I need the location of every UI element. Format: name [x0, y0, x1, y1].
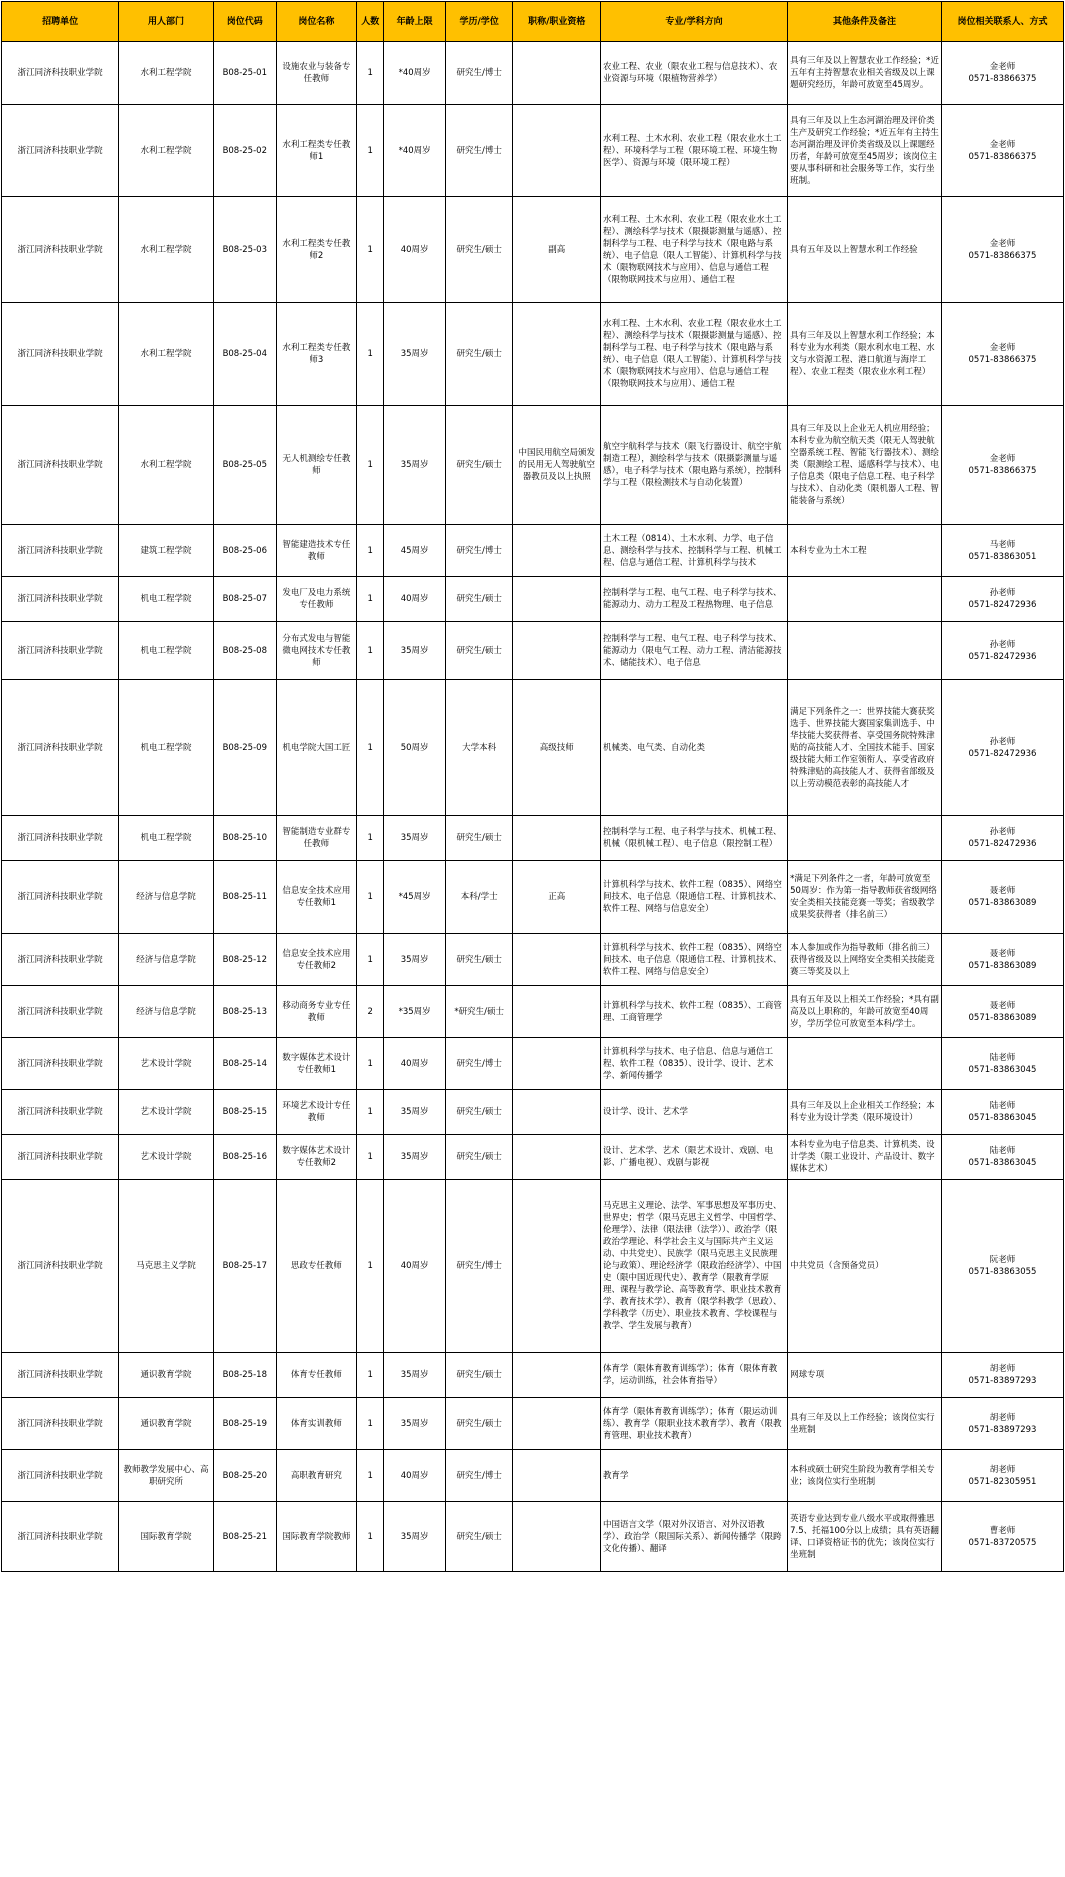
header-department: 用人部门 [119, 2, 214, 42]
cell-age: 40周岁 [384, 1450, 446, 1502]
table-row [2, 1090, 1064, 1135]
table-row [2, 42, 1064, 105]
cell-count: 1 [357, 861, 384, 934]
cell-code: B08-25-18 [213, 1353, 276, 1398]
cell-code: B08-25-05 [213, 406, 276, 525]
cell-degree: 研究生/博士 [445, 42, 512, 105]
cell-unit: 浙江同济科技职业学院 [2, 986, 119, 1038]
cell-code: B08-25-15 [213, 1090, 276, 1135]
cell-title [513, 1090, 601, 1135]
cell-code: B08-25-01 [213, 42, 276, 105]
cell-title [513, 105, 601, 197]
cell-count: 1 [357, 1398, 384, 1450]
cell-unit: 浙江同济科技职业学院 [2, 816, 119, 861]
cell-department: 机电工程学院 [119, 680, 214, 816]
cell-age: 35周岁 [384, 816, 446, 861]
cell-department: 水利工程学院 [119, 303, 214, 406]
cell-unit: 浙江同济科技职业学院 [2, 577, 119, 622]
cell-major: 计算机科学与技术、软件工程（0835）、工商管理、工商管理学 [601, 986, 788, 1038]
header-major: 专业/学科方向 [601, 2, 788, 42]
cell-degree: 研究生/硕士 [445, 934, 512, 986]
cell-department: 经济与信息学院 [119, 934, 214, 986]
cell-department: 水利工程学院 [119, 197, 214, 303]
cell-notes: 具有三年及以上企业无人机应用经验；本科专业为航空航天类（限无人驾驶航空器系统工程、智能飞行器技术）、测绘类（限测绘工程、遥感科学与技术）、电子信息类（限电子信息工程、电子科学与技术）、自动化类（限机器人工程、智能装备与系统） [788, 406, 942, 525]
cell-degree: 研究生/硕士 [445, 622, 512, 680]
cell-contact: 金老师 0571-83866375 [941, 303, 1063, 406]
cell-title [513, 622, 601, 680]
cell-major: 水利工程、土木水利、农业工程（限农业水土工程）、测绘科学与技术（限摄影测量与遥感）、控制科学与工程、电子科学与技术（限电路与系统）、电子信息（限人工智能）、计算机科学与技术（限物联网技术与应用）、信息与通信工程（限物联网技术与应用）、通信工程 [601, 197, 788, 303]
cell-major: 控制科学与工程、电子科学与技术、机械工程、机械（限机械工程）、电子信息（限控制工程） [601, 816, 788, 861]
table-row [2, 303, 1064, 406]
cell-degree: 研究生/硕士 [445, 577, 512, 622]
cell-count: 1 [357, 1180, 384, 1353]
cell-title [513, 1038, 601, 1090]
cell-contact: 孙老师 0571-82472936 [941, 577, 1063, 622]
cell-degree: *研究生/硕士 [445, 986, 512, 1038]
cell-unit: 浙江同济科技职业学院 [2, 525, 119, 577]
cell-position: 水利工程类专任教师2 [276, 197, 357, 303]
cell-unit: 浙江同济科技职业学院 [2, 1090, 119, 1135]
cell-department: 水利工程学院 [119, 42, 214, 105]
cell-age: 35周岁 [384, 1353, 446, 1398]
cell-degree: 研究生/博士 [445, 1450, 512, 1502]
header-degree: 学历/学位 [445, 2, 512, 42]
cell-contact: 孙老师 0571-82472936 [941, 680, 1063, 816]
cell-count: 1 [357, 105, 384, 197]
cell-count: 1 [357, 816, 384, 861]
cell-department: 艺术设计学院 [119, 1135, 214, 1180]
cell-department: 水利工程学院 [119, 105, 214, 197]
cell-department: 机电工程学院 [119, 577, 214, 622]
cell-department: 马克思主义学院 [119, 1180, 214, 1353]
cell-department: 经济与信息学院 [119, 986, 214, 1038]
table-row [2, 986, 1064, 1038]
cell-age: 40周岁 [384, 197, 446, 303]
cell-position: 数字媒体艺术设计专任教师2 [276, 1135, 357, 1180]
cell-age: *45周岁 [384, 861, 446, 934]
cell-age: 40周岁 [384, 577, 446, 622]
cell-degree: 大学本科 [445, 680, 512, 816]
cell-department: 国际教育学院 [119, 1502, 214, 1572]
cell-position: 国际教育学院教师 [276, 1502, 357, 1572]
cell-position: 水利工程类专任教师1 [276, 105, 357, 197]
cell-contact: 陆老师 0571-83863045 [941, 1135, 1063, 1180]
cell-notes: *满足下列条件之一者，年龄可放宽至50周岁：作为第一指导教师获省级网络安全类相关技能竞赛一等奖；省级教学成果奖获得者（排名前三） [788, 861, 942, 934]
table-row [2, 525, 1064, 577]
cell-position: 移动商务专业专任教师 [276, 986, 357, 1038]
header-code: 岗位代码 [213, 2, 276, 42]
cell-age: 50周岁 [384, 680, 446, 816]
cell-position: 分布式发电与智能微电网技术专任教师 [276, 622, 357, 680]
cell-degree: 研究生/硕士 [445, 1135, 512, 1180]
cell-degree: 研究生/硕士 [445, 1090, 512, 1135]
cell-count: 1 [357, 1450, 384, 1502]
cell-count: 1 [357, 42, 384, 105]
cell-degree: 研究生/硕士 [445, 1502, 512, 1572]
cell-position: 数字媒体艺术设计专任教师1 [276, 1038, 357, 1090]
cell-degree: 研究生/硕士 [445, 1398, 512, 1450]
cell-department: 建筑工程学院 [119, 525, 214, 577]
cell-department: 通识教育学院 [119, 1353, 214, 1398]
cell-age: *40周岁 [384, 105, 446, 197]
cell-title [513, 303, 601, 406]
table-row [2, 197, 1064, 303]
table-row [2, 1180, 1064, 1353]
cell-major: 教育学 [601, 1450, 788, 1502]
cell-contact: 金老师 0571-83866375 [941, 105, 1063, 197]
cell-count: 1 [357, 1090, 384, 1135]
cell-title: 高级技师 [513, 680, 601, 816]
cell-department: 教师教学发展中心、高职研究所 [119, 1450, 214, 1502]
cell-department: 艺术设计学院 [119, 1038, 214, 1090]
cell-notes: 具有五年及以上相关工作经验；*具有副高及以上职称的，年龄可放宽至40周岁，学历学位可放宽至本科/学士。 [788, 986, 942, 1038]
cell-position: 环境艺术设计专任教师 [276, 1090, 357, 1135]
cell-position: 高职教育研究 [276, 1450, 357, 1502]
cell-major: 机械类、电气类、自动化类 [601, 680, 788, 816]
cell-position: 体育实训教师 [276, 1398, 357, 1450]
cell-department: 水利工程学院 [119, 406, 214, 525]
cell-position: 体育专任教师 [276, 1353, 357, 1398]
cell-notes: 本科专业为土木工程 [788, 525, 942, 577]
cell-contact: 胡老师 0571-83897293 [941, 1353, 1063, 1398]
cell-title [513, 1135, 601, 1180]
cell-title: 副高 [513, 197, 601, 303]
cell-position: 无人机测绘专任教师 [276, 406, 357, 525]
cell-major: 航空宇航科学与技术（限飞行器设计、航空宇航制造工程），测绘科学与技术（限摄影测量与遥感），电子科学与技术（限电路与系统），控制科学与工程（限检测技术与自动化装置） [601, 406, 788, 525]
cell-notes: 具有三年及以上智慧水利工作经验；本科专业为水利类（限水利水电工程、水文与水资源工程、港口航道与海岸工程）、农业工程类（限农业水利工程） [788, 303, 942, 406]
table-row [2, 406, 1064, 525]
cell-degree: 研究生/博士 [445, 525, 512, 577]
cell-code: B08-25-10 [213, 816, 276, 861]
cell-unit: 浙江同济科技职业学院 [2, 105, 119, 197]
cell-title [513, 42, 601, 105]
cell-notes: 中共党员（含预备党员） [788, 1180, 942, 1353]
cell-position: 发电厂及电力系统专任教师 [276, 577, 357, 622]
cell-title [513, 1398, 601, 1450]
cell-major: 体育学（限体育教育训练学）；体育（限体育教学，运动训练，社会体育指导） [601, 1353, 788, 1398]
header-unit: 招聘单位 [2, 2, 119, 42]
cell-position: 思政专任教师 [276, 1180, 357, 1353]
cell-major: 计算机科学与技术、电子信息、信息与通信工程、软件工程（0835）、设计学、设计、艺术学、新闻传播学 [601, 1038, 788, 1090]
table-row [2, 861, 1064, 934]
cell-unit: 浙江同济科技职业学院 [2, 680, 119, 816]
cell-age: 35周岁 [384, 934, 446, 986]
cell-count: 1 [357, 934, 384, 986]
cell-contact: 陆老师 0571-83863045 [941, 1038, 1063, 1090]
table-header-row [2, 2, 1064, 42]
table-row [2, 1450, 1064, 1502]
header-notes: 其他条件及备注 [788, 2, 942, 42]
header-count: 人数 [357, 2, 384, 42]
cell-major: 控制科学与工程、电气工程、电子科学与技术、能源动力（限电气工程、动力工程、清洁能源技术、储能技术）、电子信息 [601, 622, 788, 680]
cell-notes: 满足下列条件之一：世界技能大赛获奖选手、世界技能大赛国家集训选手、中华技能大奖获得者、享受国务院特殊津贴的高技能人才、全国技术能手、国家级技能大师工作室领衔人、享受省政府特殊津贴的高技能人才、获得省部级及以上劳动模范表彰的高技能人才 [788, 680, 942, 816]
cell-position: 设施农业与装备专任教师 [276, 42, 357, 105]
cell-notes: 具有五年及以上智慧水利工作经验 [788, 197, 942, 303]
cell-degree: 研究生/硕士 [445, 197, 512, 303]
cell-notes: 具有三年及以上企业相关工作经验；本科专业为设计学类（限环境设计） [788, 1090, 942, 1135]
cell-position: 信息安全技术应用专任教师2 [276, 934, 357, 986]
cell-code: B08-25-09 [213, 680, 276, 816]
cell-position: 信息安全技术应用专任教师1 [276, 861, 357, 934]
cell-code: B08-25-20 [213, 1450, 276, 1502]
cell-count: 1 [357, 622, 384, 680]
cell-code: B08-25-14 [213, 1038, 276, 1090]
table-row [2, 622, 1064, 680]
cell-notes: 具有三年及以上工作经验；该岗位实行坐班制 [788, 1398, 942, 1450]
cell-code: B08-25-02 [213, 105, 276, 197]
cell-code: B08-25-03 [213, 197, 276, 303]
cell-age: 35周岁 [384, 622, 446, 680]
cell-age: 40周岁 [384, 1180, 446, 1353]
cell-department: 通识教育学院 [119, 1398, 214, 1450]
cell-age: 35周岁 [384, 1502, 446, 1572]
cell-notes: 本科或硕士研究生阶段为教育学相关专业；该岗位实行坐班制 [788, 1450, 942, 1502]
cell-major: 体育学（限体育教育训练学）；体育（限运动训练）、教育学（限职业技术教育学）、教育（限教育管理、职业技术教育） [601, 1398, 788, 1450]
cell-title [513, 816, 601, 861]
cell-unit: 浙江同济科技职业学院 [2, 1180, 119, 1353]
table-row [2, 1502, 1064, 1572]
cell-code: B08-25-07 [213, 577, 276, 622]
cell-code: B08-25-04 [213, 303, 276, 406]
cell-code: B08-25-16 [213, 1135, 276, 1180]
cell-code: B08-25-06 [213, 525, 276, 577]
cell-count: 1 [357, 1353, 384, 1398]
cell-code: B08-25-17 [213, 1180, 276, 1353]
cell-contact: 马老师 0571-83863051 [941, 525, 1063, 577]
cell-degree: 研究生/博士 [445, 1180, 512, 1353]
cell-unit: 浙江同济科技职业学院 [2, 861, 119, 934]
table-row [2, 577, 1064, 622]
cell-contact: 曹老师 0571-83720575 [941, 1502, 1063, 1572]
cell-contact: 聂老师 0571-83863089 [941, 861, 1063, 934]
cell-major: 计算机科学与技术、软件工程（0835）、网络空间技术、电子信息（限通信工程、计算机技术、软件工程、网络与信息安全） [601, 934, 788, 986]
table-row [2, 1135, 1064, 1180]
cell-count: 2 [357, 986, 384, 1038]
cell-contact: 金老师 0571-83866375 [941, 406, 1063, 525]
cell-code: B08-25-21 [213, 1502, 276, 1572]
cell-count: 1 [357, 406, 384, 525]
cell-title [513, 1502, 601, 1572]
cell-code: B08-25-13 [213, 986, 276, 1038]
cell-contact: 金老师 0571-83866375 [941, 197, 1063, 303]
cell-age: 35周岁 [384, 1090, 446, 1135]
cell-count: 1 [357, 577, 384, 622]
header-contact: 岗位相关联系人、方式 [941, 2, 1063, 42]
cell-code: B08-25-11 [213, 861, 276, 934]
cell-contact: 聂老师 0571-83863089 [941, 986, 1063, 1038]
cell-contact: 胡老师 0571-82305951 [941, 1450, 1063, 1502]
cell-degree: 研究生/硕士 [445, 816, 512, 861]
table-row [2, 816, 1064, 861]
cell-code: B08-25-12 [213, 934, 276, 986]
cell-count: 1 [357, 1038, 384, 1090]
cell-code: B08-25-08 [213, 622, 276, 680]
cell-major: 水利工程、土木水利、农业工程（限农业水土工程）、测绘科学与技术（限摄影测量与遥感）、控制科学与工程、电子科学与技术（限电路与系统）、电子信息（限人工智能）、计算机科学与技术（限物联网技术与应用）、信息与通信工程（限物联网技术与应用）、通信工程 [601, 303, 788, 406]
cell-unit: 浙江同济科技职业学院 [2, 1502, 119, 1572]
cell-unit: 浙江同济科技职业学院 [2, 1353, 119, 1398]
cell-title [513, 986, 601, 1038]
cell-count: 1 [357, 1135, 384, 1180]
cell-age: 40周岁 [384, 1038, 446, 1090]
cell-notes: 具有三年及以上生态河湖治理及评价类生产及研究工作经验；*近五年有主持生态河湖治理及评价类省级及以上课题经历者，年龄可放宽至45周岁；该岗位主要从事科研和社会服务等工作，实行坐班制。 [788, 105, 942, 197]
cell-major: 中国语言文学（限对外汉语言、对外汉语教学）、政治学（限国际关系）、新闻传播学（限跨文化传播）、翻译 [601, 1502, 788, 1572]
cell-major: 计算机科学与技术、软件工程（0835）、网络空间技术、电子信息（限通信工程、计算机技术、软件工程、网络与信息安全） [601, 861, 788, 934]
cell-count: 1 [357, 1502, 384, 1572]
cell-notes: 本人参加或作为指导教师（排名前三）获得省级及以上网络安全类相关技能竞赛三等奖及以上 [788, 934, 942, 986]
cell-major: 设计学、设计、艺术学 [601, 1090, 788, 1135]
cell-notes: 网球专项 [788, 1353, 942, 1398]
cell-unit: 浙江同济科技职业学院 [2, 406, 119, 525]
cell-major: 马克思主义理论、法学、军事思想及军事历史、世界史；哲学（限马克思主义哲学、中国哲学、伦理学）、法律（限法律（法学））、政治学（限政治学理论、科学社会主义与国际共产主义运动、中共党史）、民族学（限马克思主义民族理论与政策）、理论经济学（限政治经济学）、中国史（限中国近现代史）、教育学（限教育学原理、课程与教学论、高等教育学、职业技术教育学、教育技术学）、教育（限学科教学（思政）、学科教学（历史）、职业技术教育、学校课程与教学、学生发展与教育） [601, 1180, 788, 1353]
cell-title: 正高 [513, 861, 601, 934]
cell-title [513, 1180, 601, 1353]
cell-degree: 研究生/博士 [445, 1038, 512, 1090]
cell-count: 1 [357, 197, 384, 303]
cell-major: 土木工程（0814）、土木水利、力学、电子信息、测绘科学与技术、控制科学与工程、机械工程、信息与通信工程、计算机科学与技术 [601, 525, 788, 577]
recruitment-table [1, 1, 1064, 1572]
cell-age: *35周岁 [384, 986, 446, 1038]
cell-unit: 浙江同济科技职业学院 [2, 197, 119, 303]
cell-degree: 本科/学士 [445, 861, 512, 934]
table-row [2, 1038, 1064, 1090]
cell-position: 智能制造专业群专任教师 [276, 816, 357, 861]
cell-title [513, 934, 601, 986]
cell-major: 控制科学与工程、电气工程、电子科学与技术、能源动力、动力工程及工程热物理、电子信息 [601, 577, 788, 622]
cell-notes: 具有三年及以上智慧农业工作经验；*近五年有主持智慧农业相关省级及以上课题研究经历，年龄可放宽至45周岁。 [788, 42, 942, 105]
header-title: 职称/职业资格 [513, 2, 601, 42]
cell-unit: 浙江同济科技职业学院 [2, 1398, 119, 1450]
cell-contact: 陆老师 0571-83863045 [941, 1090, 1063, 1135]
cell-unit: 浙江同济科技职业学院 [2, 303, 119, 406]
cell-contact: 阮老师 0571-83863055 [941, 1180, 1063, 1353]
cell-major: 设计、艺术学、艺术（限艺术设计、戏剧、电影、广播电视）、戏剧与影视 [601, 1135, 788, 1180]
cell-unit: 浙江同济科技职业学院 [2, 1038, 119, 1090]
cell-unit: 浙江同济科技职业学院 [2, 1450, 119, 1502]
cell-contact: 胡老师 0571-83897293 [941, 1398, 1063, 1450]
cell-unit: 浙江同济科技职业学院 [2, 622, 119, 680]
cell-age: 35周岁 [384, 1398, 446, 1450]
cell-notes [788, 577, 942, 622]
cell-notes [788, 816, 942, 861]
cell-age: 35周岁 [384, 1135, 446, 1180]
table-row [2, 105, 1064, 197]
header-position: 岗位名称 [276, 2, 357, 42]
cell-age: 35周岁 [384, 303, 446, 406]
table-row [2, 680, 1064, 816]
cell-notes: 本科专业为电子信息类、计算机类、设计学类（限工业设计、产品设计、数字媒体艺术） [788, 1135, 942, 1180]
cell-count: 1 [357, 680, 384, 816]
cell-contact: 孙老师 0571-82472936 [941, 622, 1063, 680]
cell-title: 中国民用航空局颁发的民用无人驾驶航空器教员及以上执照 [513, 406, 601, 525]
table-row [2, 1398, 1064, 1450]
cell-count: 1 [357, 525, 384, 577]
cell-age: *40周岁 [384, 42, 446, 105]
cell-code: B08-25-19 [213, 1398, 276, 1450]
cell-title [513, 1353, 601, 1398]
cell-major: 农业工程、农业（限农业工程与信息技术）、农业资源与环境（限植物营养学） [601, 42, 788, 105]
cell-department: 机电工程学院 [119, 816, 214, 861]
cell-title [513, 525, 601, 577]
cell-department: 机电工程学院 [119, 622, 214, 680]
cell-major: 水利工程、土木水利、农业工程（限农业水土工程）、环境科学与工程（限环境工程、环境生物医学）、资源与环境（限环境工程） [601, 105, 788, 197]
cell-notes [788, 1038, 942, 1090]
cell-unit: 浙江同济科技职业学院 [2, 42, 119, 105]
cell-title [513, 1450, 601, 1502]
cell-age: 45周岁 [384, 525, 446, 577]
cell-notes: 英语专业达到专业八级水平或取得雅思7.5、托福100分以上成绩；具有英语翻译、口译资格证书的优先；该岗位实行坐班制 [788, 1502, 942, 1572]
cell-contact: 金老师 0571-83866375 [941, 42, 1063, 105]
cell-position: 智能建造技术专任教师 [276, 525, 357, 577]
header-age: 年龄上限 [384, 2, 446, 42]
cell-department: 经济与信息学院 [119, 861, 214, 934]
cell-department: 艺术设计学院 [119, 1090, 214, 1135]
cell-degree: 研究生/硕士 [445, 1353, 512, 1398]
cell-degree: 研究生/博士 [445, 105, 512, 197]
table-row [2, 1353, 1064, 1398]
cell-unit: 浙江同济科技职业学院 [2, 1135, 119, 1180]
cell-contact: 孙老师 0571-82472936 [941, 816, 1063, 861]
cell-unit: 浙江同济科技职业学院 [2, 934, 119, 986]
cell-contact: 聂老师 0571-83863089 [941, 934, 1063, 986]
cell-title [513, 577, 601, 622]
cell-count: 1 [357, 303, 384, 406]
cell-age: 35周岁 [384, 406, 446, 525]
cell-notes [788, 622, 942, 680]
table-row [2, 934, 1064, 986]
cell-position: 水利工程类专任教师3 [276, 303, 357, 406]
cell-position: 机电学院大国工匠 [276, 680, 357, 816]
cell-degree: 研究生/硕士 [445, 406, 512, 525]
cell-degree: 研究生/硕士 [445, 303, 512, 406]
